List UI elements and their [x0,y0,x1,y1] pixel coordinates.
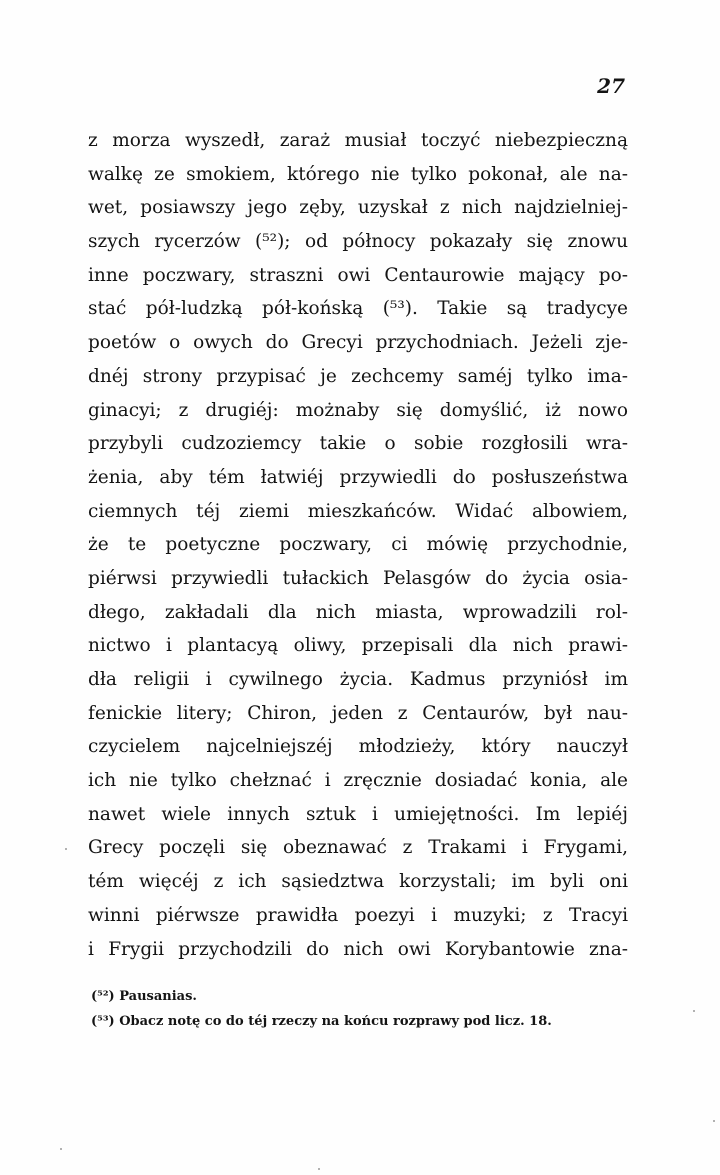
text-line: dła religii i cywilnego życia. Kadmus przyniósł im [88,669,628,690]
text-line: walkę ze smokiem, którego nie tylko pokonał, ale na- [88,163,628,185]
text-line: nictwo i plantacyą oliwy, przepisali dla nich prawi- [88,635,628,657]
text-line: Grecy poczęli się obeznawać z Trakami i Frygami, [88,837,628,859]
text-line: przybyli cudzoziemcy takie o sobie rozgłosili wra- [88,433,628,455]
text-line: z morza wyszedł, zaraż musiał toczyć niebezpieczną [88,130,628,151]
scan-speck [693,1010,695,1012]
scan-speck [60,1148,62,1150]
text-line: winni piérwsze prawidła poezyi i muzyki; z Tracyi [88,904,628,926]
text-line: ich nie tylko chełznać i zręcznie dosiadać konia, ale [88,770,628,792]
scan-speck [318,1168,320,1170]
text-line: fenickie litery; Chiron, jeden z Centaurów, był nau- [88,702,628,724]
text-line: ginacyi; z drugiéj: możnaby się domyślić, iż nowo [88,399,628,421]
footnote: (⁵³) Obacz notę co do téj rzeczy na końcu rozprawy pod licz. 18. [91,1014,552,1029]
body-text [88,124,628,966]
scan-speck [713,1120,715,1122]
page-number: 27 [597,74,625,98]
text-line: dnéj strony przypisać je zechcemy saméj tylko ima- [88,365,628,387]
text-line: żenia, aby tém łatwiéj przywiedli do posłuszeństwa [88,466,628,488]
text-line: że te poetyczne poczwary, ci mówię przychodnie, [88,534,628,556]
text-line: stać pół-ludzką pół-końską (⁵³). Takie są tradycye [88,298,628,320]
text-line: nawet wiele innych sztuk i umiejętności. Im lepiéj [88,803,628,825]
text-line: ciemnych téj ziemi mieszkańców. Widać albowiem, [88,500,628,522]
text-line: szych rycerzów (⁵²); od północy pokazały się znowu [88,231,628,253]
text-line: dłego, zakładali dla nich miasta, wprowadzili rol- [88,601,628,623]
text-line: piérwsi przywiedli tułackich Pelasgów do życia osia- [88,567,628,589]
footnote: (⁵²) Pausanias. [91,989,197,1004]
text-line: inne poczwary, straszni owi Centaurowie mający po- [88,264,628,286]
text-line: i Frygii przychodzili do nich owi Korybantowie zna- [88,938,628,960]
text-line: czycielem najcelniejszéj młodzieży, który nauczył [88,736,628,758]
text-line: wet, posiawszy jego zęby, uzyskał z nich najdzielniej- [88,197,628,219]
text-line: poetów o owych do Grecyi przychodniach. Jeżeli zje- [88,332,628,354]
text-line: tém więcéj z ich sąsiedztwa korzystali; im byli oni [88,871,628,893]
scan-speck [65,848,67,850]
footnotes [91,984,611,1034]
